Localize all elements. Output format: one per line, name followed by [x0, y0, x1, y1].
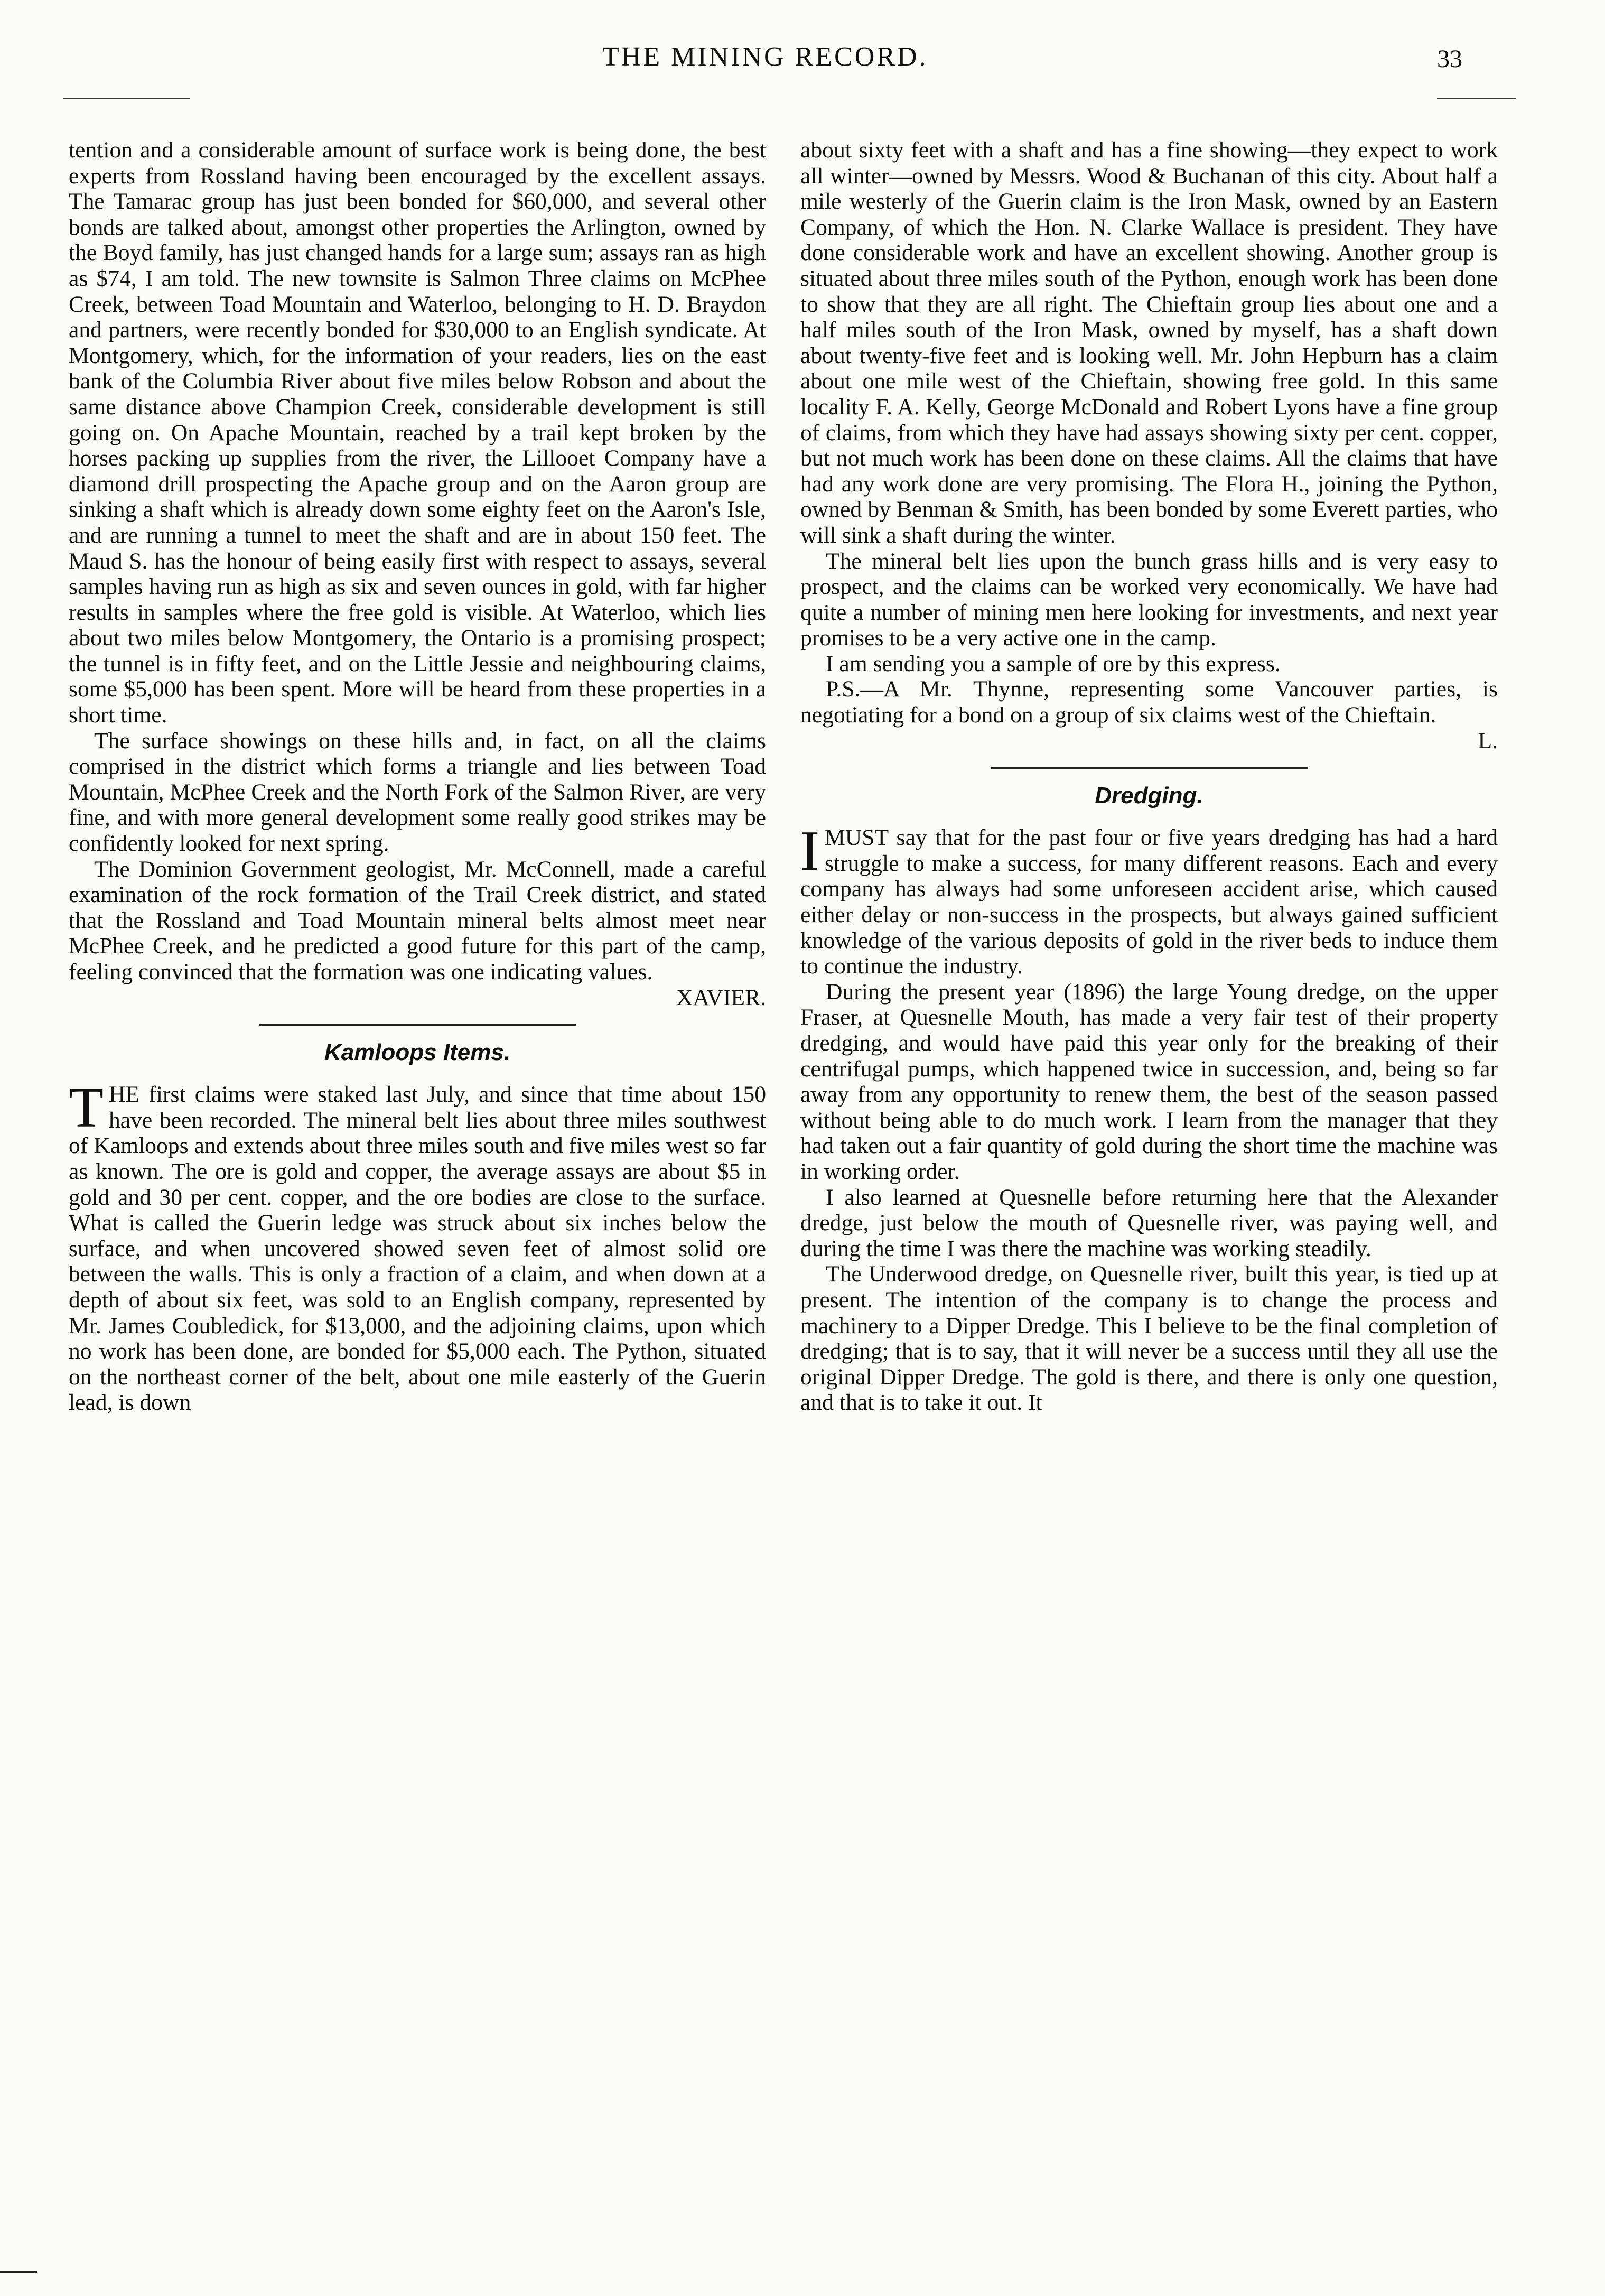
header-rule-left: [63, 98, 190, 99]
article-paragraph: The Dominion Government geologist, Mr. McConnell, made a careful examination of the rock formation of the Trail Creek district, and stated that the Rossland and Toad Mountain mineral belts almost meet near McPhee Creek, and he predicted a good future for this part of the camp, feeling convinced that the formation was one indicating values.: [69, 856, 766, 984]
article-paragraph: The surface showings on these hills and, in fact, on all the claims comprised in the district which forms a triangle and lies between Toad Mountain, McPhee Creek and the North Fork of the Salmon River, are very fine, and with more general development some really good strikes may be confidently looked for next spring.: [69, 728, 766, 857]
page-edge-mark: [0, 2271, 37, 2273]
journal-title: THE MINING RECORD.: [602, 42, 928, 72]
header-rule-right: [1437, 98, 1516, 99]
right-column: [800, 137, 1498, 1416]
author-signature: L.: [1478, 728, 1498, 754]
signature-row: [800, 728, 1498, 754]
paragraph-text: HE first claims were staked last July, and since that time about 150 have been recorded. The mineral belt lies about three miles southwest of Kamloops and extends about three miles south and five miles west so far as known. The ore is gold and copper, the average assays are about $5 in gold and 30 per cent. copper, and the ore bodies are close to the surface. What is called the Guerin ledge was struck about six inches below the surface, and when uncovered showed seven feet of almost solid ore between the walls. This is only a fraction of a claim, and when down at a depth of about six feet, was sold to an English company, represented by Mr. James Coubledick, for $13,000, and the adjoining claims, upon which no work has been done, are bonded for $5,000 each. The Python, situated on the northeast corner of the belt, about one mile easterly of the Guerin lead, is down: [69, 1082, 766, 1416]
article-paragraph: I also learned at Quesnelle before returning here that the Alexander dredge, just below the mouth of Quesnelle river, was paying well, and during the time I was there the machine was working steadily.: [800, 1184, 1498, 1261]
page-header: [0, 41, 1605, 83]
section-divider: [991, 767, 1308, 769]
article-paragraph: The Underwood dredge, on Quesnelle river, built this year, is tied up at present. The intention of the company is to change the process and machinery to a Dipper Dredge. This I believe to be the final completion of dredging; that is to say, that it will never be a success until they all use the original Dipper Dredge. The gold is there, and there is only one question, and that is to take it out. It: [800, 1261, 1498, 1416]
signature-row: [69, 985, 766, 1011]
article-paragraph: During the present year (1896) the large Young dredge, on the upper Fraser, at Quesnelle Mouth, has made a very fair test of their property dredging, and would have paid this year only for the breaking of their centrifugal pumps, which happened twice in succession, and, being so far away from any opportunity to renew them, the best of the season passed without being able to do much work. I learn from the manager that they had taken out a fair quantity of gold during the short time the machine was in working order.: [800, 979, 1498, 1184]
section-title-kamloops: Kamloops Items.: [324, 1039, 511, 1066]
author-signature: XAVIER.: [676, 984, 766, 1010]
drop-cap: I: [800, 820, 819, 883]
page-number: 33: [1437, 45, 1462, 73]
article-paragraph: [800, 820, 1498, 979]
article-paragraph: P.S.—A Mr. Thynne, representing some Vancouver parties, is negotiating for a bond on a group of six claims west of the Chieftain.: [800, 676, 1498, 728]
article-paragraph: about sixty feet with a shaft and has a fine showing—they expect to work all winter—owned by Messrs. Wood & Buchanan of this city. About half a mile westerly of the Guerin claim is the Iron Mask, owned by an Eastern Company, of which the Hon. N. Clarke Wallace is president. They have done considerable work and have an excellent showing. Another group is situated about three miles south of the Python, enough work has been done to show that they are all right. The Chieftain group lies about one and a half miles south of the Iron Mask, owned by myself, has a shaft down about twenty-five feet and is looking well. Mr. John Hepburn has a claim about one mile west of the Chieftain, showing free gold. In this same locality F. A. Kelly, George McDonald and Robert Lyons have a fine group of claims, from which they have had assays showing sixty per cent. copper, but not much work has been done on these claims. All the claims that have had any work done are very promising. The Flora H., joining the Python, owned by Benman & Smith, has been bonded by some Everett parties, who will sink a shaft during the winter.: [800, 137, 1498, 548]
paragraph-text: MUST say that for the past four or five years dredging has had a hard struggle to make a success, for many different reasons. Each and every company has always had some unforeseen accident arise, which caused either delay or non-success in the prospects, but always gained sufficient knowledge of the various deposits of gold in the river beds to induce them to continue the industry.: [800, 825, 1498, 979]
section-title-dredging: Dredging.: [1095, 783, 1203, 809]
article-paragraph: [69, 1076, 766, 1416]
left-column: [69, 137, 766, 1416]
section-divider: [259, 1024, 576, 1026]
article-paragraph: tention and a considerable amount of surface work is being done, the best experts from Rossland having been encouraged by the excellent assays. The Tamarac group has just been bonded for $60,000, and several other bonds are talked about, amongst other properties the Arlington, owned by the Boyd family, has just changed hands for a large sum; assays ran as high as $74, I am told. The new townsite is Salmon Three claims on McPhee Creek, between Toad Mountain and Waterloo, belonging to H. D. Braydon and partners, were recently bonded for $30,000 to an English syndicate. At Montgomery, which, for the information of your readers, lies on the east bank of the Columbia River about five miles below Robson and about the same distance above Champion Creek, considerable development is still going on. On Apache Mountain, reached by a trail kept broken by the horses packing up supplies from the river, the Lillooet Company have a diamond drill prospecting the Apache group and on the Aaron group are sinking a shaft which is already down some eighty feet on the Aaron's Isle, and are running a tunnel to meet the shaft and are in about 150 feet. The Maud S. has the honour of being easily first with respect to assays, several samples having run as high as six and seven ounces in gold, with far higher results in samples where the free gold is visible. At Waterloo, which lies about two miles below Montgomery, the Ontario is a promising prospect; the tunnel is in fifty feet, and on the Little Jessie and neighbouring claims, some $5,000 has been spent. More will be heard from these properties in a short time.: [69, 137, 766, 728]
drop-cap: T: [69, 1076, 104, 1140]
article-paragraph: The mineral belt lies upon the bunch grass hills and is very easy to prospect, and the claims can be worked very economically. We have had quite a number of mining men here looking for investments, and next year promises to be a very active one in the camp.: [800, 548, 1498, 651]
article-paragraph: I am sending you a sample of ore by this express.: [826, 650, 1281, 676]
